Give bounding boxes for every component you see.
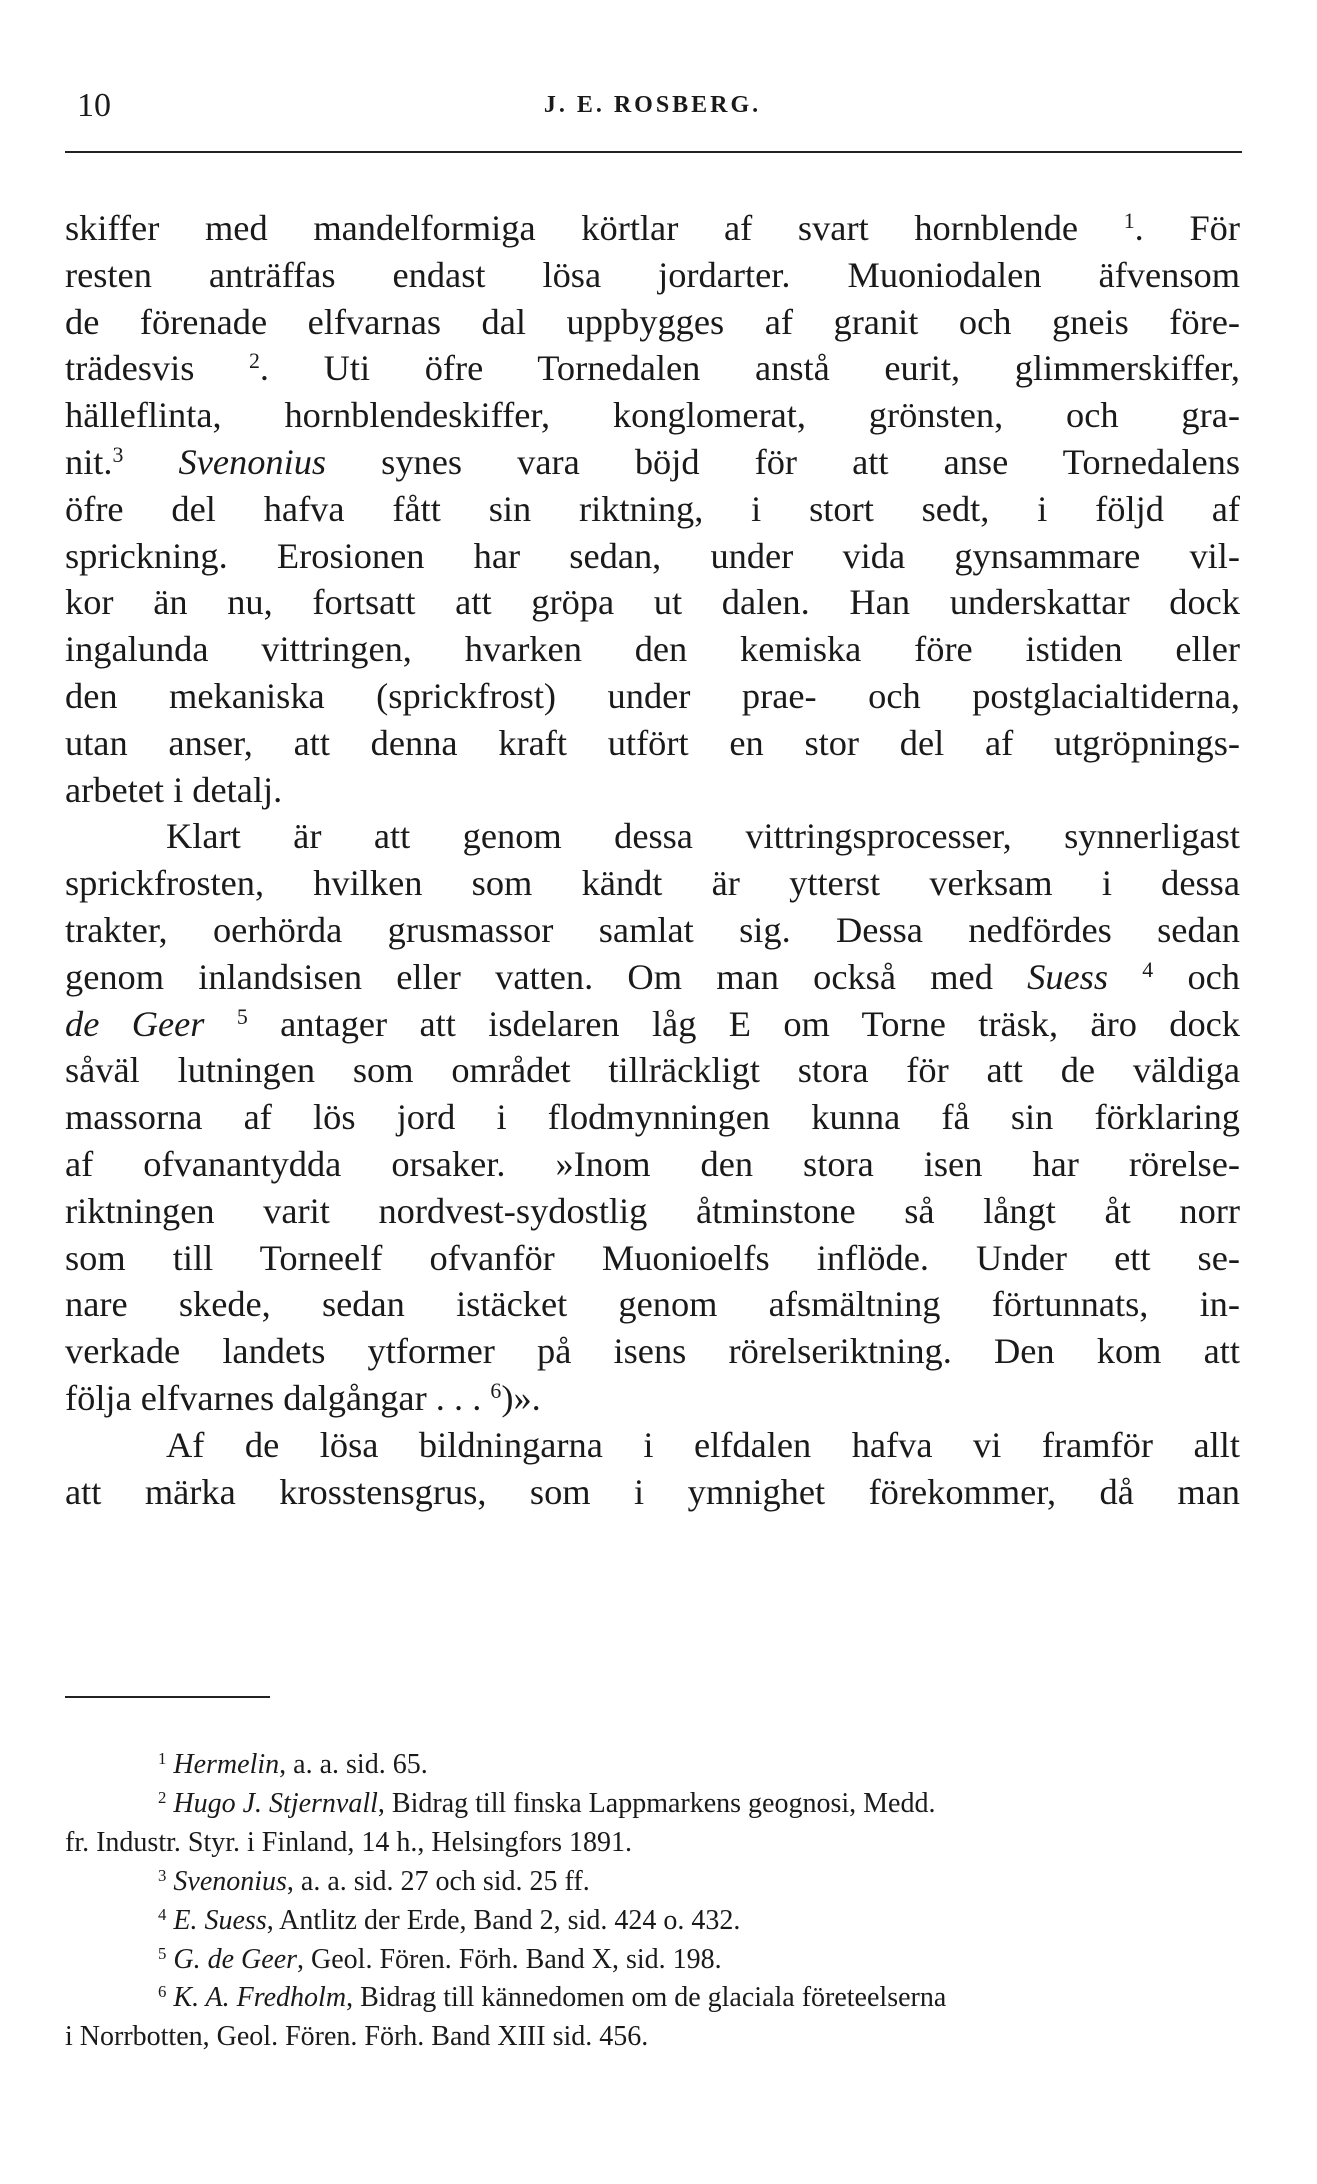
text-line: öfre del hafva fått sin riktning, i stort sedt, i följd af	[65, 488, 1240, 529]
author-name: Suess	[1027, 956, 1109, 997]
author-name: de Geer	[65, 1003, 205, 1044]
footnotes	[65, 1746, 1240, 2057]
text-line: arbetet i detalj.	[65, 769, 283, 810]
paragraph-2	[65, 813, 1240, 1421]
text-line: Af de lösa bildningarna i elfdalen hafva vi framför allt	[166, 1424, 1240, 1465]
text-line: nare skede, sedan istäcket genom afsmältning förtunnats, in-	[65, 1284, 1240, 1325]
footnote: $^3$ Svenonius, a. a. sid. 27 och sid. 25 ff.	[158, 1865, 590, 1897]
footnote: $^2$ Hugo J. Stjernvall, Bidrag till finska Lappmarkens geognosi, Medd.	[158, 1787, 936, 1819]
text-line: massorna af lös jord i flodmynningen kunna få sin förklaring	[65, 1097, 1240, 1138]
text-line: ingalunda vittringen, hvarken den kemiska före istiden eller	[65, 629, 1240, 670]
paragraph-1	[65, 205, 1240, 813]
text-line: som till Torneelf ofvanför Muonioelfs inflöde. Under ett se-	[65, 1237, 1240, 1278]
text-line: utan anser, att denna kraft utfört en stor del af utgröpnings-	[65, 722, 1240, 763]
text-line: sprickning. Erosionen har sedan, under vida gynsammare vil-	[65, 535, 1240, 576]
text-line: trakter, oerhörda grusmassor samlat sig. Dessa nedfördes sedan	[65, 909, 1240, 950]
footnote-ref[interactable]: 2	[248, 349, 260, 374]
text-line: af ofvanantydda orsaker. »Inom den stora isen har rörelse-	[65, 1143, 1240, 1184]
text-line: verkade landets ytformer på isens rörelseriktning. Den kom att	[65, 1331, 1240, 1372]
footnote: $^6$ K. A. Fredholm, Bidrag till kännedomen om de glaciala företeelserna	[158, 1982, 947, 2014]
text-line: de förenade elfvarnas dal uppbygges af granit och gneis före-	[65, 301, 1240, 342]
footnote: $^5$ G. de Geer, Geol. Fören. Förh. Band X, sid. 198.	[158, 1943, 722, 1975]
text-line: trädesvis $^2$. Uti öfre Tornedalen anstå eurit, glimmerskiffer,	[65, 348, 1240, 389]
body-text	[65, 205, 1240, 1515]
footnote-continuation: i Norrbotten, Geol. Fören. Förh. Band XIII sid. 456.	[65, 2021, 649, 2053]
text-line: såväl lutningen som området tillräckligt stora för att de väldiga	[65, 1050, 1240, 1091]
footnote-ref[interactable]: 5	[236, 1004, 248, 1029]
text-line: den mekaniska (sprickfrost) under prae- och postglacialtiderna,	[65, 675, 1240, 716]
header-rule	[65, 151, 1242, 153]
footnote-ref[interactable]: 4	[1142, 957, 1154, 982]
text-line: kor än nu, fortsatt att gröpa ut dalen. Han underskattar dock	[65, 582, 1240, 623]
footnote-ref[interactable]: 6	[490, 1378, 502, 1403]
footnote-ref[interactable]: 1	[1123, 209, 1135, 233]
text-line: de Geer $^5$ antager att isdelaren låg E om Torne träsk, äro dock	[65, 1003, 1240, 1044]
text-line: riktningen varit nordvest-sydostlig åtminstone så långt åt norr	[65, 1190, 1240, 1231]
footnote-continuation: fr. Industr. Styr. i Finland, 14 h., Helsingfors 1891.	[65, 1826, 632, 1858]
text-line: resten anträffas endast lösa jordarter. Muoniodalen äfvensom	[65, 254, 1240, 295]
author-name: Svenonius	[178, 441, 327, 482]
text-line: följa elfvarnes dalgångar . . . $^6$)».	[65, 1377, 541, 1418]
page-header	[65, 86, 1240, 136]
text-line: sprickfrosten, hvilken som kändt är ytterst verksam i dessa	[65, 863, 1240, 904]
footnote-ref[interactable]: 3	[112, 442, 124, 467]
footnote: $^1$ Hermelin, a. a. sid. 65.	[158, 1748, 428, 1780]
text-line: genom inlandsisen eller vatten. Om man också med Suess $^4$ och	[65, 956, 1240, 997]
paragraph-3	[65, 1422, 1240, 1516]
text-line: Klart är att genom dessa vittringsprocesser, synnerligast	[166, 816, 1240, 857]
text-line: att märka krosstensgrus, som i ymnighet förekommer, då man	[65, 1471, 1240, 1512]
footnote-rule	[65, 1696, 270, 1698]
text-line: hälleflinta, hornblendeskiffer, konglomerat, grönsten, och gra-	[65, 395, 1240, 436]
footnote: $^4$ E. Suess, Antlitz der Erde, Band 2, sid. 424 o. 432.	[158, 1904, 741, 1936]
page-number: 10	[77, 87, 111, 124]
text-line: nit.$^3$ Svenonius synes vara böjd för att anse Tornedalens	[65, 441, 1240, 482]
text-line: skiffer med mandelformiga körtlar af svart hornblende $^1$. För	[65, 208, 1240, 248]
running-head: J. E. ROSBERG.	[543, 92, 762, 118]
